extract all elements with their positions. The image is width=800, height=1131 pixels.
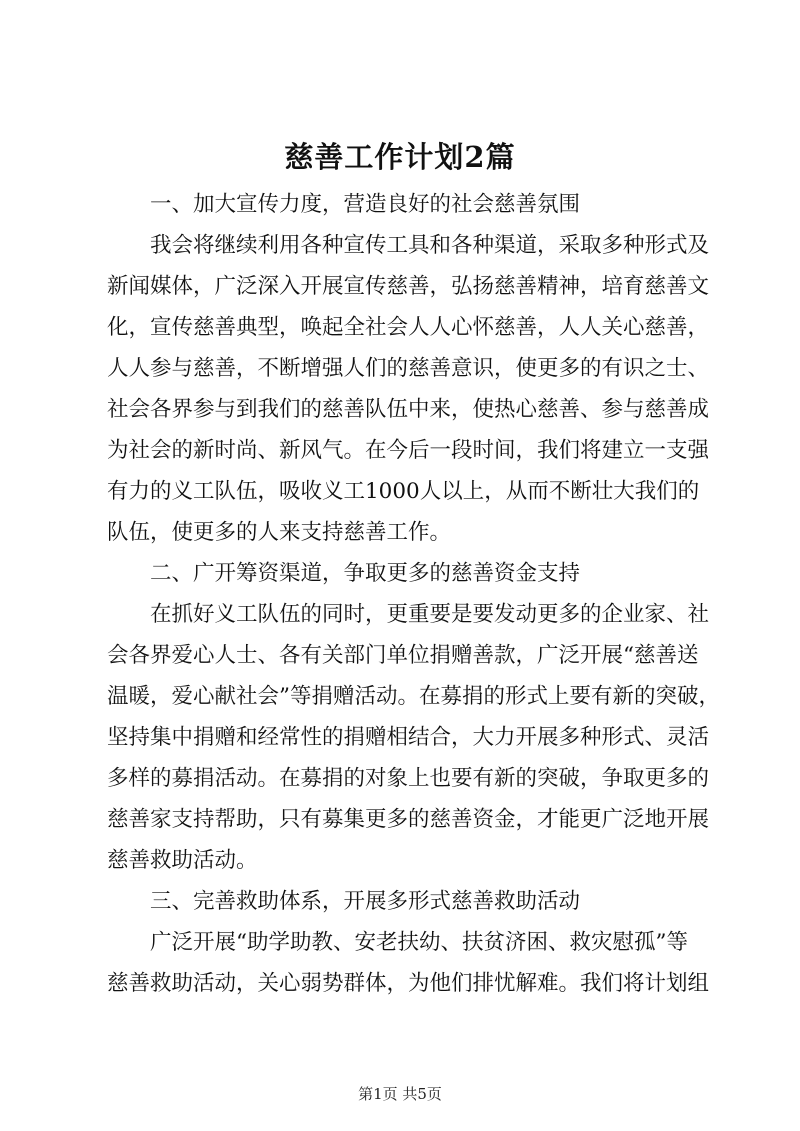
- paragraph-line: 广泛开展“助学助教、安老扶幼、扶贫济困、救灾慰孤”等: [150, 930, 688, 955]
- paragraph-line: 温暖，爱心献社会”等捐赠活动。在募捐的形式上要有新的突破，: [107, 684, 720, 709]
- paragraph-line: 有力的义工队伍，吸收义工1000人以上，从而不断壮大我们的: [107, 479, 700, 504]
- page-number-footer: 第1页 共5页: [358, 1085, 442, 1103]
- paragraph-line: 慈善家支持帮助，只有募集更多的慈善资金，才能更广泛地开展: [107, 807, 710, 832]
- paragraph-line: 人人参与慈善，不断增强人们的慈善意识，使更多的有识之士、: [107, 356, 710, 381]
- paragraph-line: 多样的募捐活动。在募捐的对象上也要有新的突破，争取更多的: [107, 766, 710, 791]
- document-title: 慈善工作计划2篇: [284, 140, 516, 174]
- paragraph-line: 队伍，使更多的人来支持慈善工作。: [107, 520, 452, 545]
- paragraph-line: 社会各界参与到我们的慈善队伍中来，使热心慈善、参与慈善成: [107, 397, 710, 422]
- paragraph-line: 慈善救助活动。: [107, 848, 258, 873]
- paragraph-line: 在抓好义工队伍的同时，更重要是要发动更多的企业家、社: [150, 602, 710, 627]
- paragraph-line: 坚持集中捐赠和经常性的捐赠相结合，大力开展多种形式、灵活: [107, 725, 710, 750]
- paragraph-line: 化，宣传慈善典型，唤起全社会人人心怀慈善，人人关心慈善，: [107, 315, 710, 340]
- paragraph-line: 慈善救助活动，关心弱势群体，为他们排忧解难。我们将计划组: [107, 971, 710, 996]
- paragraph-line: 新闻媒体，广泛深入开展宣传慈善，弘扬慈善精神，培育慈善文: [107, 274, 710, 299]
- paragraph-line: 我会将继续利用各种宣传工具和各种渠道，采取多种形式及: [150, 233, 710, 258]
- paragraph-line: 为社会的新时尚、新风气。在今后一段时间，我们将建立一支强: [107, 438, 710, 463]
- heading-2: 二、广开筹资渠道，争取更多的慈善资金支持: [150, 561, 581, 586]
- paragraph-line: 会各界爱心人士、各有关部门单位捐赠善款，广泛开展“慈善送: [107, 643, 699, 668]
- heading-3: 三、完善救助体系，开展多形式慈善救助活动: [150, 889, 581, 914]
- heading-1: 一、加大宣传力度，营造良好的社会慈善氛围: [150, 192, 581, 217]
